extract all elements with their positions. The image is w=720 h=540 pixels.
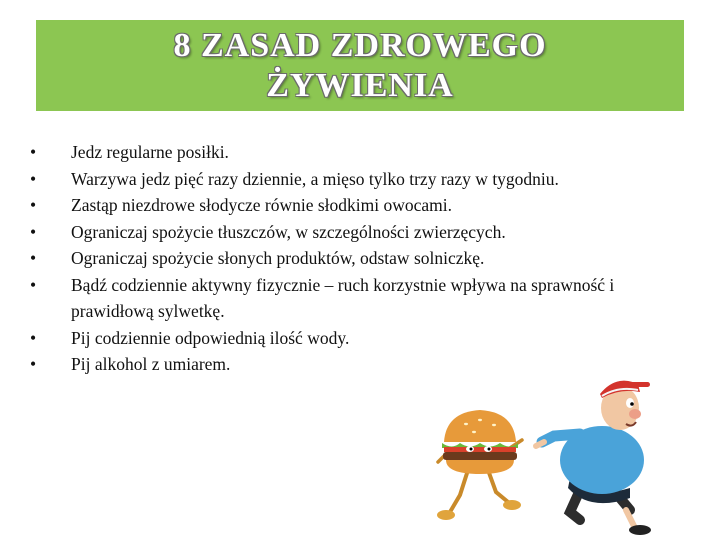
- rule-item: • Ograniczaj spożycie słonych produktów, odstaw solniczkę.: [30, 245, 680, 272]
- rule-item: • Pij alkohol z umiarem.: [30, 351, 680, 378]
- running-man-icon: [536, 381, 651, 535]
- slide-title-line-1: 8 ZASAD ZDROWEGO: [173, 26, 547, 64]
- rule-item: • Warzywa jedz pięć razy dziennie, a mięso tylko trzy razy w tygodniu.: [30, 166, 680, 193]
- rule-item: • Ograniczaj spożycie tłuszczów, w szczególności zwierzęcych.: [30, 219, 680, 246]
- rule-item: • Zastąp niezdrowe słodycze równie słodkimi owocami.: [30, 192, 680, 219]
- running-burger-icon: [437, 410, 522, 520]
- rule-item: • Bądź codziennie aktywny fizycznie – ruch korzystnie wpływa na sprawność i prawidłową sylwetkę.: [30, 272, 680, 325]
- rule-item: • Jedz regularne posiłki.: [30, 139, 680, 166]
- rule-item: • Pij codziennie odpowiednią ilość wody.: [30, 325, 680, 352]
- rules-list: [30, 139, 680, 378]
- title-banner: [36, 20, 684, 111]
- illustration: [430, 370, 720, 540]
- slide-title-line-2: ŻYWIENIA: [266, 66, 454, 104]
